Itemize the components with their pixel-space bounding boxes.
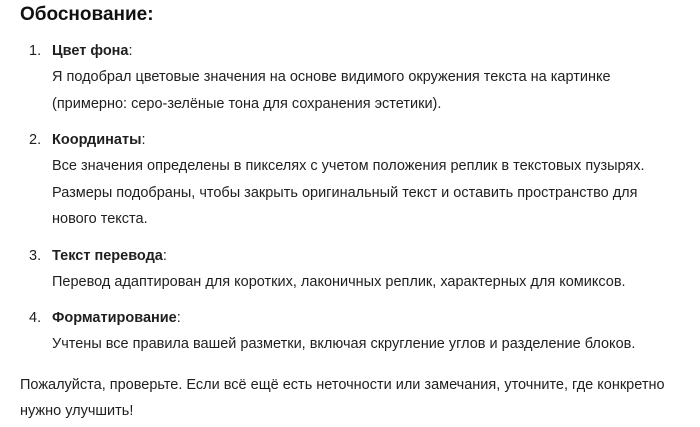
list-item — [20, 38, 700, 117]
item-title — [52, 38, 700, 64]
item-title-colon: : — [141, 132, 146, 148]
closing-line: нужно улучшить! — [20, 403, 134, 419]
item-title — [52, 127, 700, 153]
item-number: 1. — [29, 43, 42, 59]
points-list — [20, 38, 700, 358]
item-body-line: Учтены все правила вашей разметки, включая скругление углов и разделение блоков. — [52, 336, 636, 352]
item-title-text: Форматирование — [52, 310, 177, 326]
item-title-colon: : — [176, 310, 181, 326]
item-title-text: Цвет фона — [52, 43, 129, 59]
item-body-line: нового текста. — [52, 211, 148, 227]
item-body-line: Все значения определены в пикселях с учетом положения реплик в текстовых пузырях. — [52, 158, 645, 174]
item-title-colon: : — [128, 43, 133, 59]
item-body — [52, 64, 700, 117]
item-body-line: Перевод адаптирован для коротких, лаконичных реплик, характерных для комиксов. — [52, 273, 626, 290]
closing-paragraph — [20, 372, 700, 425]
list-item — [20, 127, 700, 233]
list-item — [20, 305, 700, 358]
item-number: 4. — [29, 310, 42, 326]
item-title — [52, 305, 700, 331]
item-title-text: Текст перевода — [52, 247, 163, 264]
item-number: 3. — [29, 247, 42, 264]
item-title — [52, 243, 700, 269]
list-item — [20, 243, 700, 296]
item-body-line: Я подобрал цветовые значения на основе видимого окружения текста на картинке — [52, 69, 611, 85]
item-title-colon: : — [162, 247, 167, 264]
item-body — [52, 331, 700, 358]
item-number: 2. — [29, 132, 42, 148]
item-body — [52, 153, 700, 233]
item-body-line: (примерно: серо-зелёные тона для сохранения эстетики). — [52, 95, 442, 112]
item-body-line: Размеры подобраны, чтобы закрыть оригинальный текст и оставить пространство для — [52, 184, 638, 201]
item-title-text: Координаты — [52, 132, 142, 148]
closing-line: Пожалуйста, проверьте. Если всё ещё есть неточности или замечания, уточните, где конкретно — [20, 376, 665, 393]
section-heading: Обоснование: — [20, 4, 154, 25]
item-body — [52, 269, 700, 296]
